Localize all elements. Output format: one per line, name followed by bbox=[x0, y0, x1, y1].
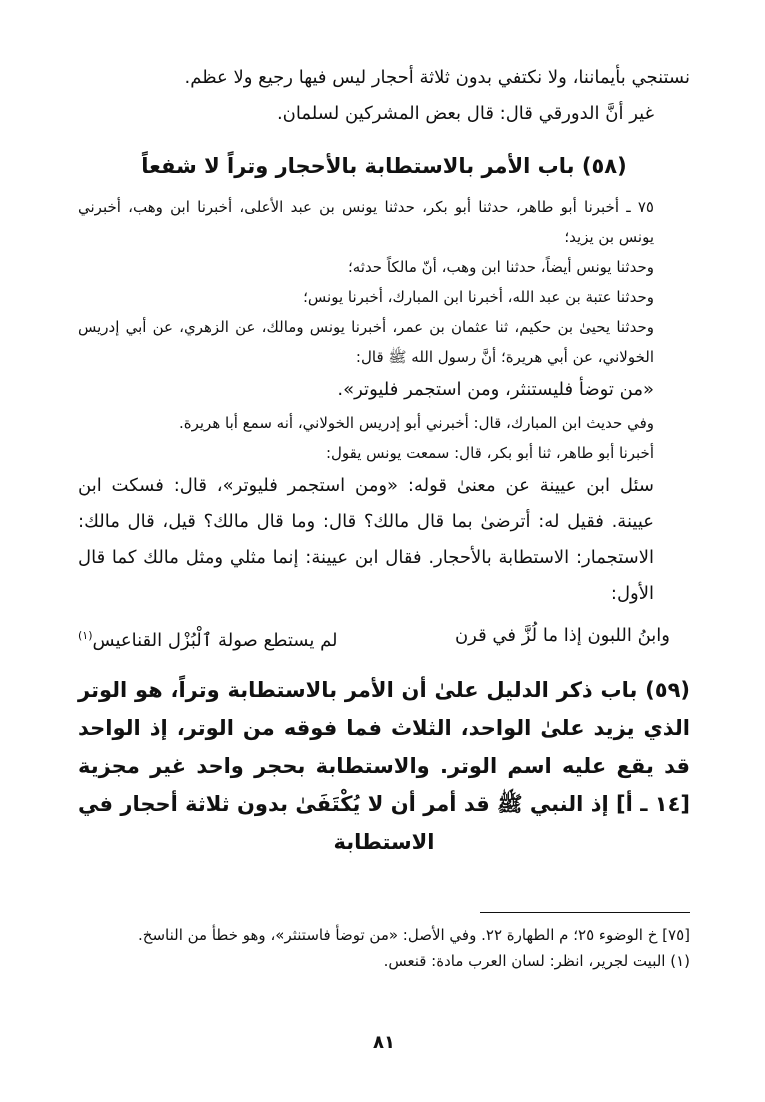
discussion-paragraph: سئل ابن عيينة عن معنىٰ قوله: «ومن استجمر فليوتر»، قال: فسكت ابن عيينة. فقيل له: أترضىٰ بما قال مالك؟ قال: وما قال مالك؟ قيل، قال مالك: الاستجمار: الاستطابة بالأحجار. فقال ابن عيينة: إنما مثلي ومثل مالك كما قال الأول: bbox=[78, 475, 654, 604]
hadith-chain-3: وحدثنا عتبة بن عبد الله، أخبرنا ابن المبارك، أخبرنا يونس؛ bbox=[303, 288, 654, 306]
body-line-1: نستنجي بأيماننا، ولا نكتفي بدون ثلاثة أحجار ليس فيها رجيع ولا عظم. bbox=[184, 67, 690, 88]
poetry-verse bbox=[78, 616, 690, 661]
verse-first-hemistich: وابنُ اللبون إذا ما لُزَّ في قرن bbox=[454, 625, 670, 646]
page-number: ٨١ bbox=[373, 1032, 395, 1053]
body-line-2: غير أنَّ الدورقي قال: قال بعض المشركين لسلمان. bbox=[276, 103, 654, 124]
narration-note-1: وفي حديث ابن المبارك، قال: أخبرني أبو إدريس الخولاني، أنه سمع أبا هريرة. bbox=[178, 414, 654, 432]
hadith-text: «من توضأ فليستنثر، ومن استجمر فليوتر». bbox=[337, 379, 654, 400]
hadith-chain-1: ٧٥ ـ أخبرنا أبو طاهر، حدثنا أبو بكر، حدثنا يونس بن عبد الأعلى، أخبرنا ابن وهب، أخبرني يونس بن يزيد؛ bbox=[78, 198, 654, 246]
chapter-heading-58: (٥٨) باب الأمر بالاستطابة بالأحجار وتراً لا شفعاً bbox=[141, 154, 627, 178]
verse-second-hemistich: لم يستطع صولة ٱلْبُزْل القناعيس$^{(١)}$ bbox=[78, 629, 338, 651]
footnote-divider bbox=[480, 912, 690, 913]
narration-note-2: أخبرنا أبو طاهر، ثنا أبو بكر، قال: سمعت يونس يقول: bbox=[325, 444, 654, 462]
hadith-chain-4: وحدثنا يحيىٰ بن حكيم، ثنا عثمان بن عمر، أخبرنا يونس ومالك، عن الزهري، عن أبي إدريس الخولاني، عن أبي هريرة؛ أنَّ رسول الله ﷺ قال: bbox=[78, 318, 654, 366]
chapter-heading-59: (٥٩) باب ذكر الدليل علىٰ أن الأمر بالاستطابة وتراً، هو الوتر الذي يزيد علىٰ الواحد، الثلاث فما فوقه من الوتر، إذ الواحد قد يقع عليه اسم الوتر. والاستطابة بحجر واحد غير مجزية [١٤ ـ أ] إذ النبي ﷺ قد أمر أن لا يُكْتَفَىٰ بدون ثلاثة أحجار في الاستطابة bbox=[78, 678, 690, 854]
document-page bbox=[78, 60, 690, 1060]
hadith-chain-2: وحدثنا يونس أيضاً، حدثنا ابن وهب، أنّ مالكاً حدثه؛ bbox=[347, 258, 654, 276]
footnote-75: [٧٥] خ الوضوء ٢٥؛ م الطهارة ٢٢. وفي الأصل: «من توضأ فاستنثر»، وهو خطأ من الناسخ. bbox=[138, 926, 690, 944]
footnote-1: (١) البيت لجرير، انظر: لسان العرب مادة: قنعس. bbox=[383, 952, 690, 970]
footnote-marker: (١) bbox=[78, 629, 93, 642]
footnotes bbox=[78, 922, 690, 974]
